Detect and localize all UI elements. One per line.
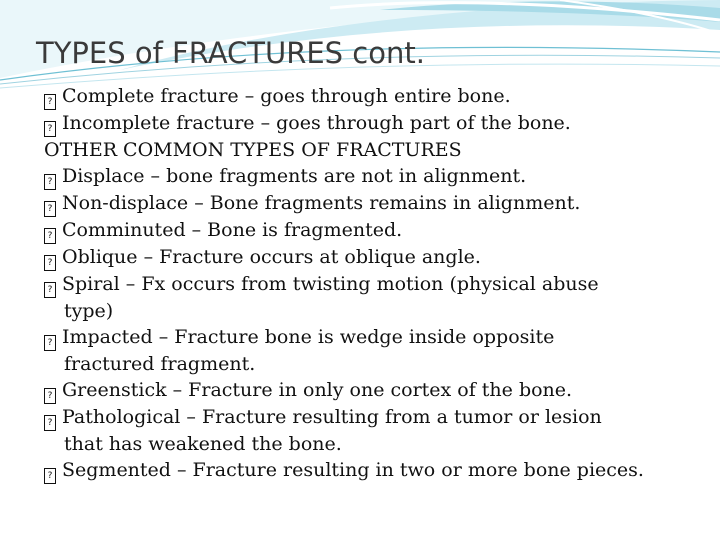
bullet-item	[44, 163, 694, 190]
bullet-placeholder-icon: ?	[44, 255, 56, 271]
section-heading-text: OTHER COMMON TYPES OF FRACTURES	[44, 139, 462, 161]
bullet-text: Greenstick – Fracture in only one cortex of the bone.	[62, 379, 573, 401]
bullet-item	[44, 271, 694, 298]
bullet-item	[44, 404, 694, 431]
bullet-text-continuation: that has weakened the bone.	[64, 433, 342, 455]
bullet-item	[44, 244, 694, 271]
bullet-item	[44, 457, 694, 484]
bullet-item	[44, 217, 694, 244]
bullet-placeholder-icon: ?	[44, 121, 56, 137]
bullet-placeholder-icon: ?	[44, 174, 56, 190]
bullet-text: Spiral – Fx occurs from twisting motion (physical abuse	[62, 273, 599, 295]
bullet-text: Oblique – Fracture occurs at oblique angle.	[62, 246, 481, 268]
bullet-text: Complete fracture – goes through entire bone.	[62, 85, 511, 107]
bullet-placeholder-icon: ?	[44, 201, 56, 217]
bullet-item	[44, 110, 694, 137]
bullet-placeholder-icon: ?	[44, 388, 56, 404]
bullet-placeholder-icon: ?	[44, 335, 56, 351]
bullet-placeholder-icon: ?	[44, 228, 56, 244]
bullet-text: Segmented – Fracture resulting in two or more bone pieces.	[62, 459, 644, 481]
bullet-placeholder-icon: ?	[44, 415, 56, 431]
bullet-item	[44, 377, 694, 404]
bullet-text: Pathological – Fracture resulting from a tumor or lesion	[62, 406, 602, 428]
bullet-text: Non-displace – Bone fragments remains in alignment.	[62, 192, 581, 214]
bullet-text-continuation: type)	[64, 300, 114, 322]
section-heading	[44, 137, 694, 163]
bullet-text: Displace – bone fragments are not in alignment.	[62, 165, 527, 187]
bullet-item	[44, 190, 694, 217]
bullet-text: Comminuted – Bone is fragmented.	[62, 219, 403, 241]
bullet-placeholder-icon: ?	[44, 94, 56, 110]
bullet-placeholder-icon: ?	[44, 468, 56, 484]
bullet-text: Impacted – Fracture bone is wedge inside opposite	[62, 326, 555, 348]
slide-title: TYPES of FRACTURES cont.	[36, 36, 425, 70]
bullet-item	[44, 324, 694, 351]
bullet-text-continuation: fractured fragment.	[64, 353, 256, 375]
slide-body	[44, 83, 694, 484]
bullet-placeholder-icon: ?	[44, 282, 56, 298]
bullet-item	[44, 83, 694, 110]
bullet-text: Incomplete fracture – goes through part of the bone.	[62, 112, 571, 134]
